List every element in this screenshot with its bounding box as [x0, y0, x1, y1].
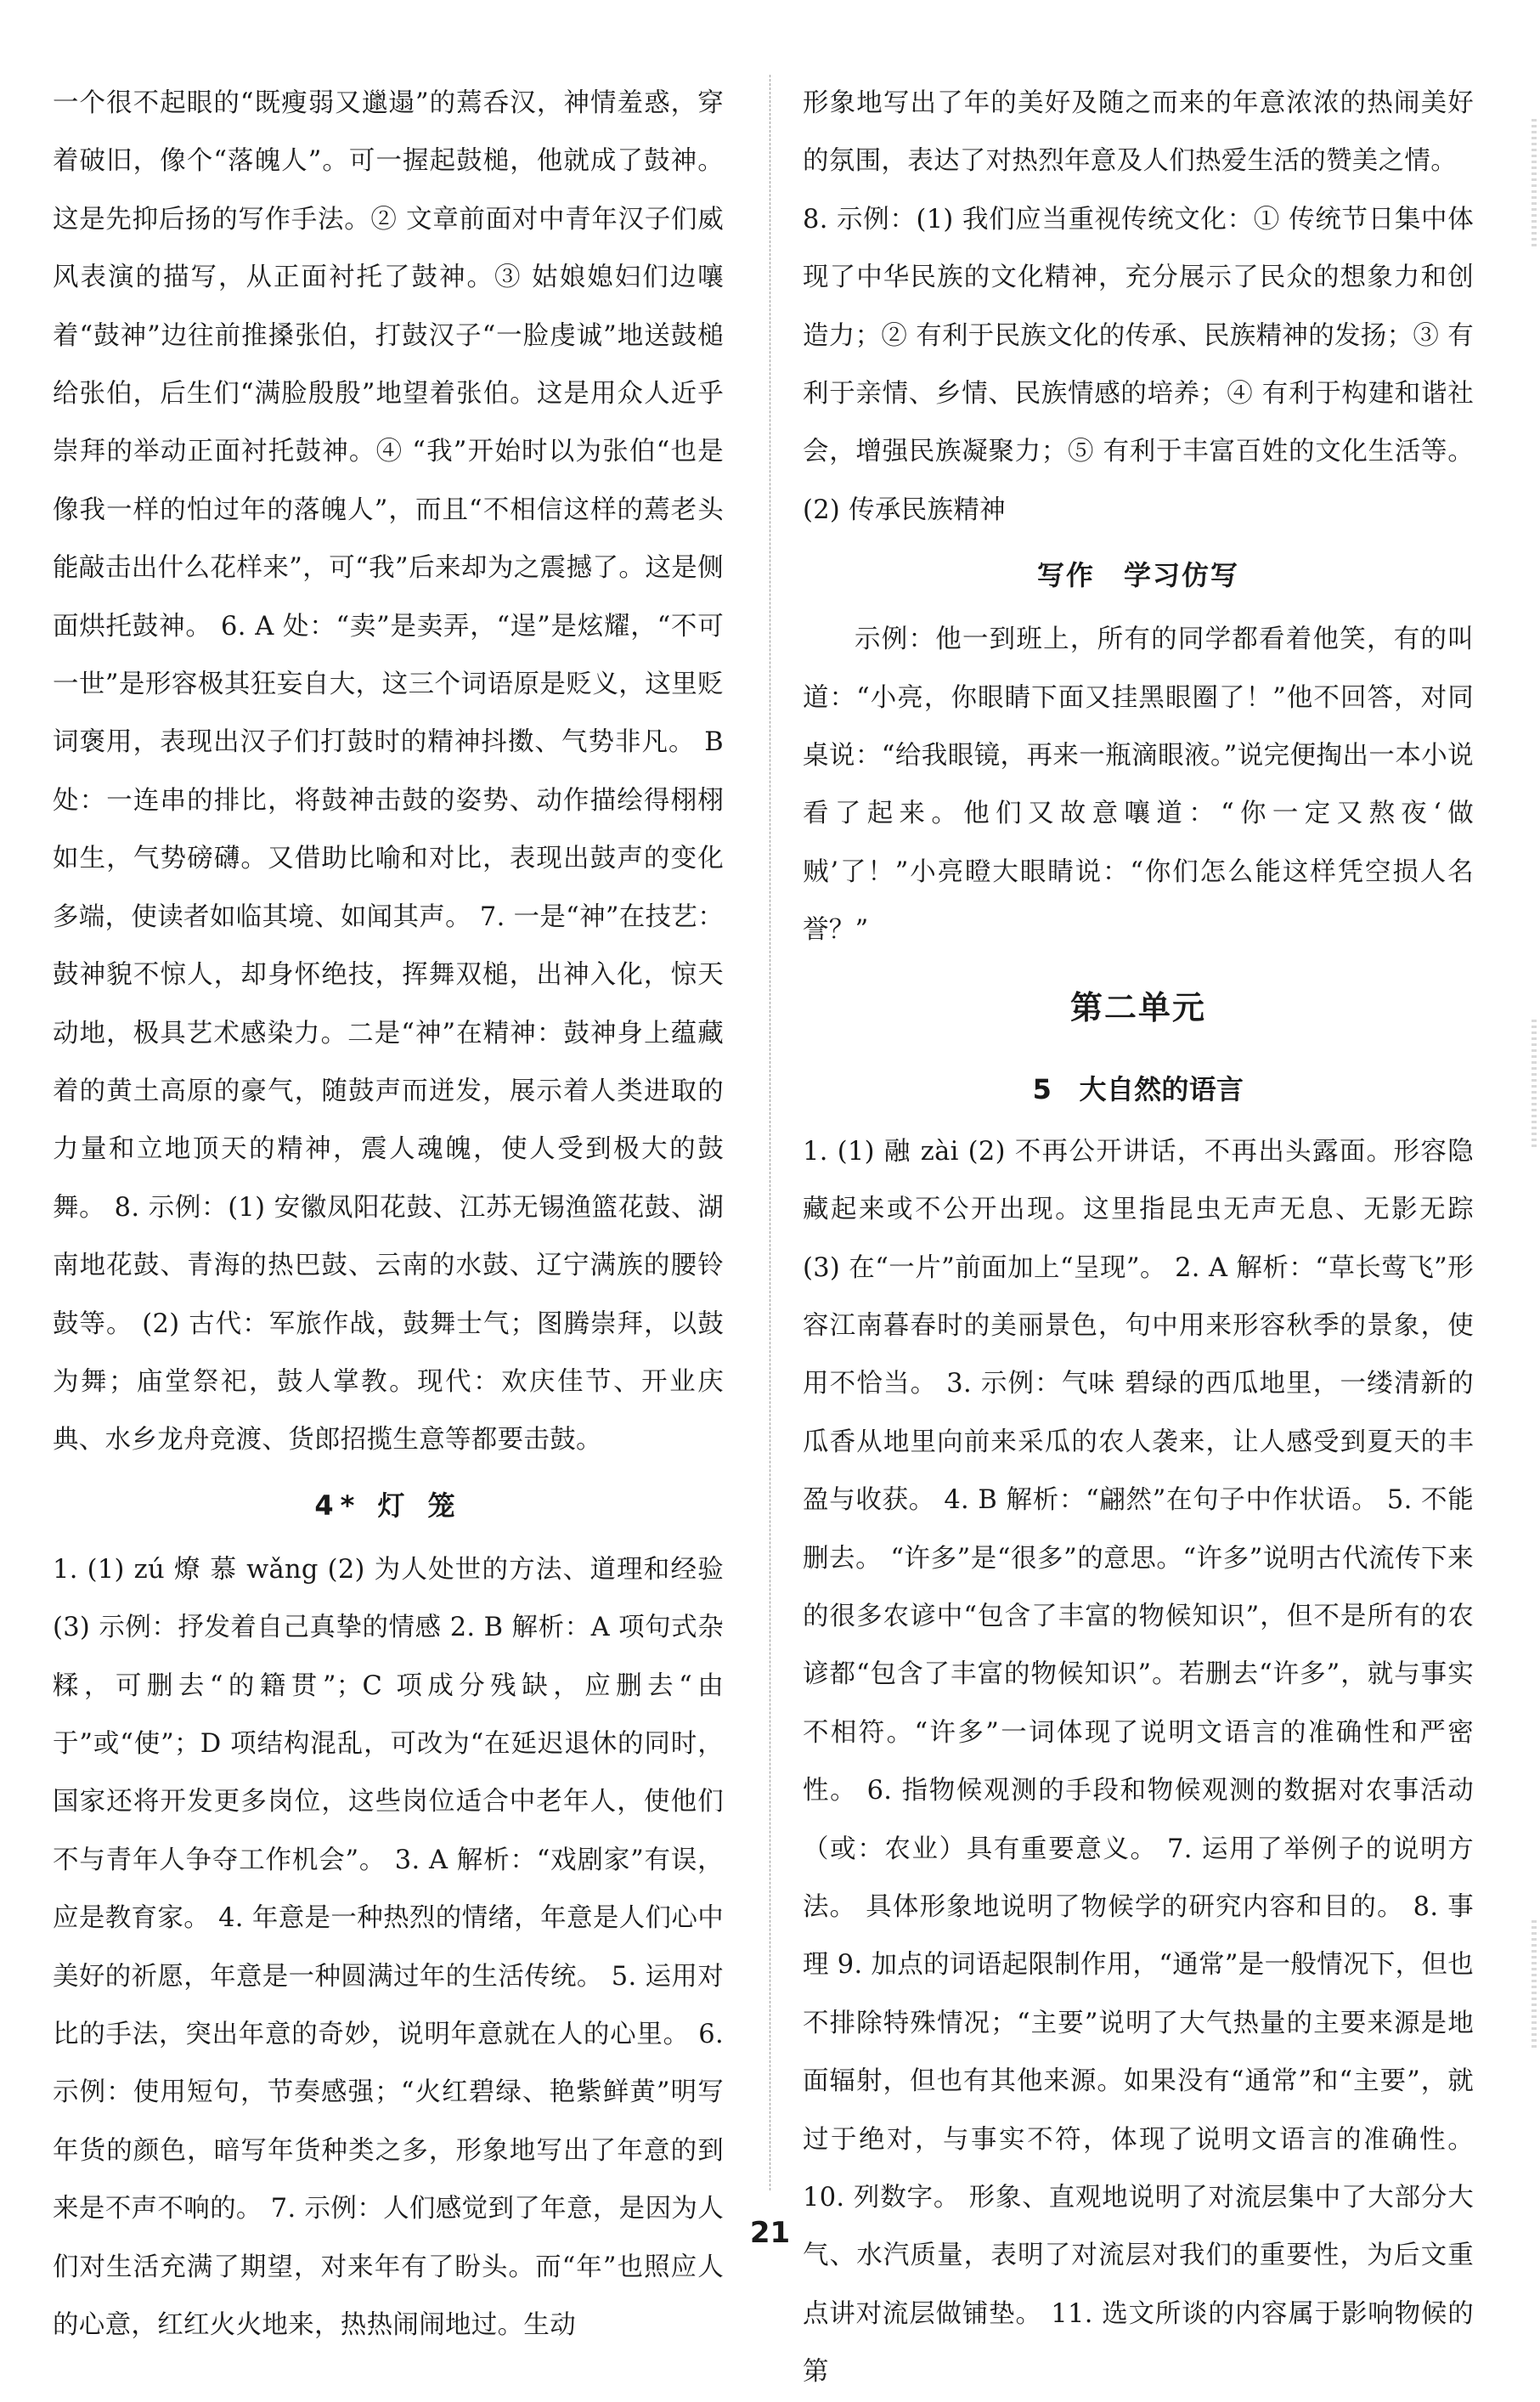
unit-title: 第二单元 — [1069, 988, 1206, 1026]
answer-paragraph: 1. (1) 融 zài (2) 不再公开讲话，不再出头露面。形容隐藏起来或不公开出现。这里指昆虫无声无息、无影无踪 (3) 在“一片”前面加上“呈现”。 2. A 解析：“草长莺飞”形容江南暮春时的美丽景色，句中用来形容秋季的景象，使用不恰当。 3. 示例：气味 碧绿的西瓜地里，一缕清新的瓜香从地里向前来采瓜的农人袭来，让人感受到夏天的丰盈与收获。 4. B 解析：“翩然”在句子中作状语。 5. 不能删去。 “许多”是“很多”的意思。“许多”说明古代流传下来的很多农谚中“包含了丰富的物候知识”，但不是所有的农谚都“包含了丰富的物候知识”。若删去“许多”，就与事实不相符。“许多”一词体现了说明文语言的准确性和严密性。 6. 指物候观测的手段和物候观测的数据对农事活动（或：农业）具有重要意义。 7. 运用了举例子的说明方法。 具体形象地说明了物候学的研究内容和目的。 8. 事理 9. 加点的词语起限制作用，“通常”是一般情况下，但也不排除特殊情况；“主要”说明了大气热量的主要来源是地面辐射，但也有其他来源。如果没有“通常”和“主要”，就过于绝对，与事实不符，体现了说明文语言的准确性。 10. 列数字。 形象、直观地说明了对流层集中了大部分大气、水汽质量，表明了对流层对我们的重要性，为后文重点讲对流层做铺垫。 11. 选文所谈的内容属于影响物候的第 — [803, 1136, 1474, 2388]
answer-paragraph: 形象地写出了年的美好及随之而来的年意浓浓的热闹美好的氛围，表达了对热烈年意及人们热爱生活的赞美之情。 — [803, 88, 1474, 177]
answer-paragraph: 一个很不起眼的“既瘦弱又邋遢”的蔫呑汉，神情羞惑，穿着破旧，像个“落魄人”。可一握起鼓槌，他就成了鼓神。这是先抑后扬的写作手法。② 文章前面对中青年汉子们威风表演的描写，从正面衬托了鼓神。③ 姑娘媳妇们边嚷着“鼓神”边往前推搡张伯，打鼓汉子“一脸虔诚”地送鼓槌给张伯，后生们“满脸殷殷”地望着张伯。这是用众人近乎崇拜的举动正面衬托鼓神。④ “我”开始时以为张伯“也是像我一样的怕过年的落魄人”，而且“不相信这样的蔫老头能敲击出什么花样来”，可“我”后来却为之震撼了。这是侧面烘托鼓神。 6. A 处：“卖”是卖弄，“逞”是炫耀，“不可一世”是形容极其狂妄自大，这三个词语原是贬义，这里贬词褒用，表现出汉子们打鼓时的精神抖擞、气势非凡。 B 处：一连串的排比，将鼓神击鼓的姿势、动作描绘得栩栩如生，气势磅礴。又借助比喻和对比，表现出鼓声的变化多端，使读者如临其境、如闻其声。 7. 一是“神”在技艺：鼓神貌不惊人，却身怀绝技，挥舞双槌，出神入化，惊天动地，极具艺术感染力。二是“神”在精神：鼓神身上蕴藏着的黄土高原的豪气，随鼓声而迸发，展示着人类进取的力量和立地顶天的精神，震人魂魄，使人受到极大的鼓舞。 8. 示例：(1) 安徽凤阳花鼓、江苏无锡渔篮花鼓、湖南地花鼓、青海的热巴鼓、云南的水鼓、辽宁满族的腰铃鼓等。 (2) 古代：军旅作战，鼓舞士气；图腾崇拜，以鼓为舞；庙堂祭祀，鼓人掌教。现代：欢庆佳节、开业庆典、水乡龙舟竞渡、货郎招揽生意等都要击鼓。 — [53, 88, 724, 1455]
answer-paragraph: 8. 示例：(1) 我们应当重视传统文化：① 传统节日集中体现了中华民族的文化精神，充分展示了民众的想象力和创造力；② 有利于民族文化的传承、民族精神的发扬；③ 有利于亲情、乡情、民族情感的培养；④ 有利于构建和谐社会，增强民族凝聚力；⑤ 有利于丰富百姓的文化生活等。 (2) 传承民族精神 — [803, 204, 1474, 525]
answer-paragraph: 1. (1) zú 燎 慕 wǎng (2) 为人处世的方法、道理和经验 (3) 示例：抒发着自己真挚的情感 2. B 解析：A 项句式杂糅，可删去“的籍贯”；C 项成分残缺，应删去“由于”或“使”；D 项结构混乱，可改为“在延迟退休的同时，国家还将开发更多岗位，这些岗位适合中老年人，使他们不与青年人争夺工作机会”。 3. A 解析：“戏剧家”有误，应是教育家。 4. 年意是一种热烈的情绪，年意是人们心中美好的祈愿，年意是一种圆满过年的生活传统。 5. 运用对比的手法，突出年意的奇妙，说明年意就在人的心里。 6. 示例：使用短句，节奏感强；“火红碧绿、艳紫鲜黄”明写年货的颜色，暗写年货种类之多，形象地写出了年意的到来是不声不响的。 7. 示例：人们感觉到了年意，是因为人们对生活充满了期望，对来年有了盼头。而“年”也照应人的心意，红红火火地来，热热闹闹地过。生动 — [53, 1554, 724, 2341]
writing-title: 写作 学习仿写 — [1036, 559, 1239, 592]
edge-mark — [1532, 1020, 1537, 1147]
edge-mark — [1532, 1920, 1537, 2048]
right-column — [803, 75, 1474, 2402]
left-column — [53, 75, 724, 2354]
page-number: 21 — [749, 2216, 791, 2250]
lesson-title: 5 大自然的语言 — [1032, 1072, 1244, 1105]
section-title: 4* 灯 笼 — [314, 1489, 462, 1522]
edge-mark — [1532, 119, 1537, 246]
writing-paragraph: 示例：他一到班上，所有的同学都看着他笑，有的叫道：“小亮，你眼睛下面又挂黑眼圈了！”他不回答，对同桌说：“给我眼镜，再来一瓶滴眼液。”说完便掏出一本小说看了起来。他们又故意嚷道：“你一定又熬夜‘做贼’了！”小亮瞪大眼睛说：“你们怎么能这样凭空损人名誉？” — [803, 625, 1474, 946]
